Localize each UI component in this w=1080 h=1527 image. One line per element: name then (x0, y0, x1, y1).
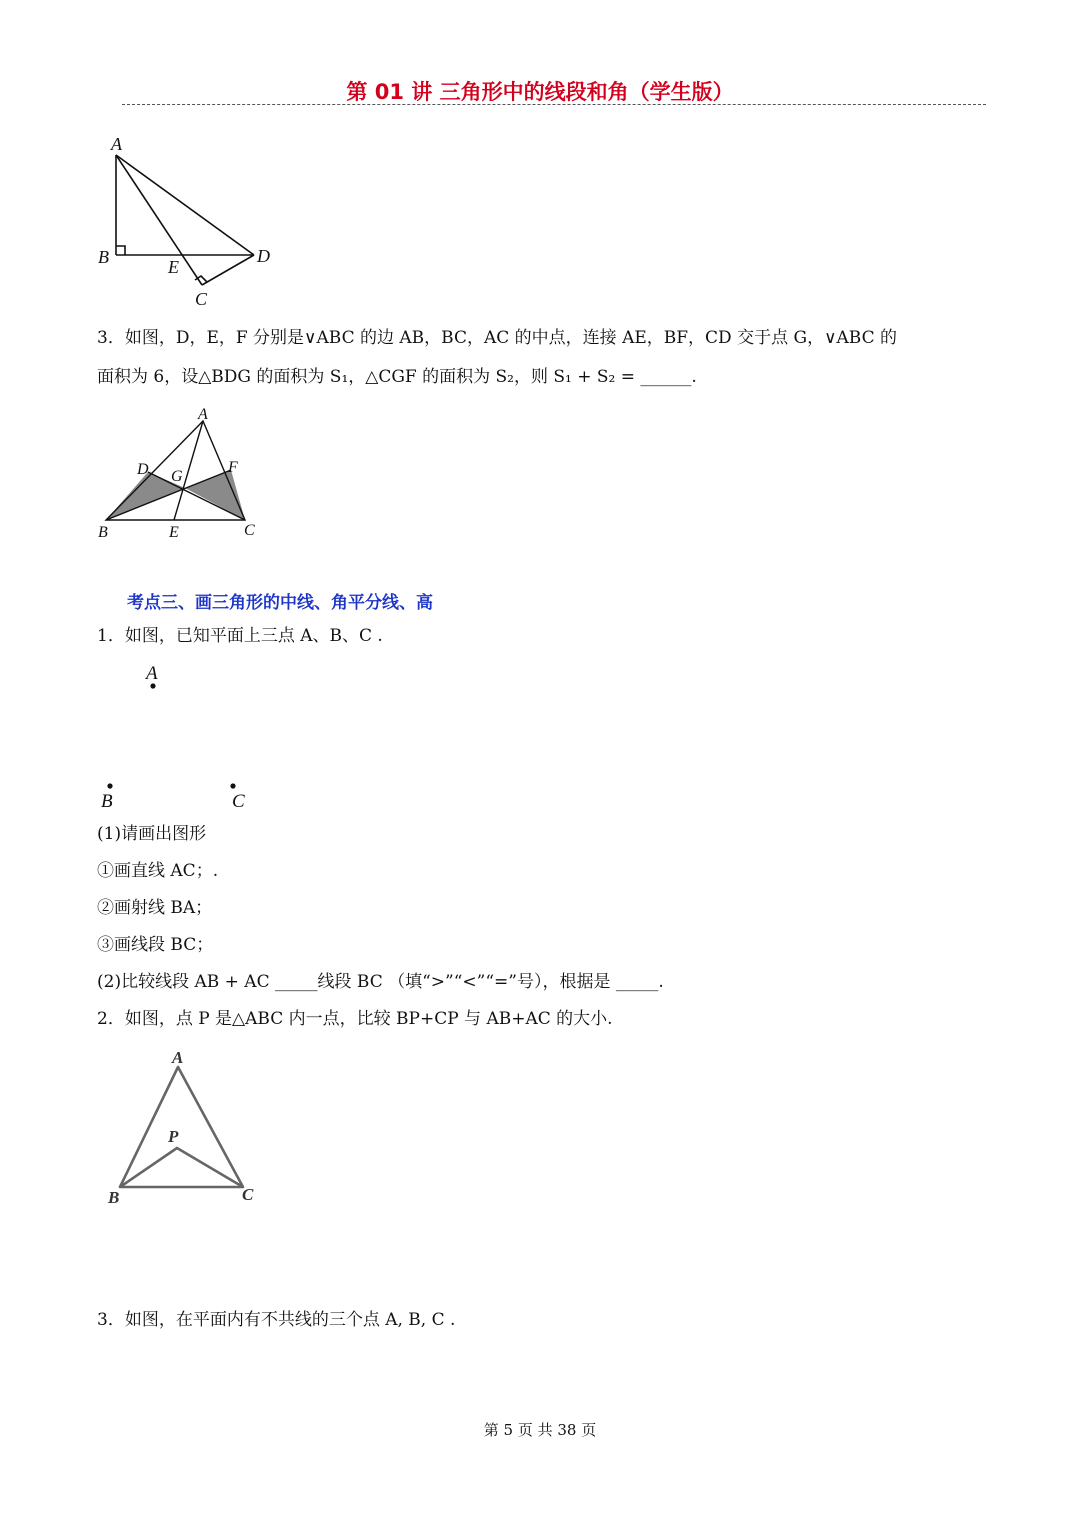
right-angle-mark-b (116, 246, 125, 255)
problem-1-item-3: ③画线段 BC； (97, 935, 214, 955)
label-b: B (98, 524, 108, 541)
triangle-abc (120, 1067, 243, 1187)
label-c: C (195, 289, 208, 309)
label-a: A (198, 406, 208, 423)
label-d: D (137, 461, 149, 478)
label-f: F (228, 459, 238, 476)
label-a: A (172, 1048, 184, 1067)
label-a: A (111, 134, 122, 154)
segment-cd (202, 255, 254, 285)
figure-right-triangle (95, 130, 285, 310)
label-c: C (232, 791, 245, 812)
point-b (107, 783, 112, 788)
problem-3-line-2: 面积为 6，设△BDG 的面积为 S₁，△CGF 的面积为 S₂，则 S₁ + S₂ = ______. (97, 367, 697, 387)
problem-1-intro: 1．如图，已知平面上三点 A、B、C . (97, 626, 383, 646)
label-b: B (108, 1188, 120, 1207)
label-g: G (171, 468, 183, 485)
label-p: P (168, 1127, 179, 1146)
label-a: A (146, 663, 158, 684)
label-e: E (169, 524, 179, 541)
problem-2-text: 2．如图，点 P 是△ABC 内一点，比较 BP+CP 与 AB+AC 的大小. (97, 1009, 613, 1029)
label-c: C (242, 1185, 254, 1204)
problem-3-line-1: 3．如图，D，E，F 分别是∨ABC 的边 AB，BC，AC 的中点，连接 AE，BF，CD 交于点 G，∨ABC 的 (97, 328, 898, 348)
label-b: B (101, 791, 113, 812)
problem-1-part-2: (2)比较线段 AB + AC _____线段 BC （填“>”“<”“=”号），根据是 _____. (97, 972, 664, 992)
figure-medians-triangle (95, 400, 275, 545)
problem-1-item-2: ②画射线 BA； (97, 898, 213, 918)
section-heading: 考点三、画三角形的中线、角平分线、高 (127, 593, 433, 613)
problem-3b-text: 3．如图，在平面内有不共线的三个点 A, B, C . (97, 1310, 456, 1330)
page-title: 第 01 讲 三角形中的线段和角（学生版） (346, 80, 734, 104)
label-d: D (257, 246, 270, 266)
figure-three-points (95, 655, 265, 815)
point-c (230, 783, 235, 788)
label-b: B (98, 247, 109, 267)
label-c: C (244, 522, 255, 539)
problem-1-part-1: (1)请画出图形 (97, 824, 207, 844)
segment-ac (116, 155, 202, 285)
header-divider (122, 104, 986, 105)
problem-1-item-1: ①画直线 AC；. (97, 861, 219, 881)
point-a (150, 683, 155, 688)
figure-triangle-point-p (100, 1040, 270, 1210)
segment-ad (116, 155, 254, 255)
page-number: 第 5 页 共 38 页 (483, 1421, 597, 1439)
label-e: E (168, 257, 179, 277)
